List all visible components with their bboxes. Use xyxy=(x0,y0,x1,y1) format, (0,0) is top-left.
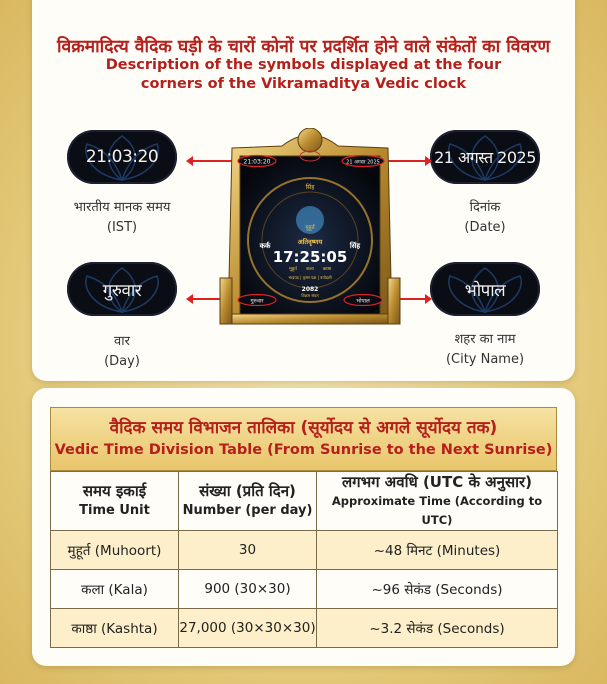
city-pill xyxy=(430,262,540,316)
svg-text:मुहूर्त: मुहूर्त xyxy=(289,267,297,272)
city-pill-text: भोपाल xyxy=(464,280,506,301)
day-caption: वार (Day) xyxy=(104,334,140,369)
svg-text:सिंह: सिंह xyxy=(349,242,361,250)
table-row xyxy=(51,609,558,648)
header-approx-time: लगभग अवधि (UTC के अनुसार) Approximate Time (According to UTC) xyxy=(317,472,558,531)
cell-unit: मुहूर्त (Muhoort) xyxy=(51,531,179,570)
time-caption: भारतीय मानक समय (IST) xyxy=(73,200,171,235)
svg-text:21:03:20: 21:03:20 xyxy=(243,158,271,166)
svg-text:2082: 2082 xyxy=(301,286,319,293)
header-number: संख्या (प्रति दिन) Number (per day) xyxy=(179,472,317,531)
header-time-unit: समय इकाई Time Unit xyxy=(51,472,179,531)
heading-english-line1: Description of the symbols displayed at the four xyxy=(105,57,502,73)
cell-number: 30 xyxy=(179,531,317,570)
svg-text:21 अगस्त 2025: 21 अगस्त 2025 xyxy=(346,159,380,166)
table-title-hindi: वैदिक समय विभाजन तालिका (सूर्योदय से अगले सूर्योदय तक) xyxy=(109,418,498,438)
svg-text:गुरुवार: गुरुवार xyxy=(250,298,264,305)
cell-number: 900 (30×30) xyxy=(179,570,317,609)
svg-text:कला: कला xyxy=(306,267,314,272)
svg-text:काष्ठा: काष्ठा xyxy=(322,267,332,272)
vedic-clock-image xyxy=(212,128,408,328)
cell-number: 27,000 (30×30×30) xyxy=(179,609,317,648)
svg-text:भोपाल: भोपाल xyxy=(356,298,370,305)
cell-duration: ~96 सेकंड (Seconds) xyxy=(317,570,558,609)
table-title xyxy=(50,407,557,471)
table-title-english: Vedic Time Division Table (From Sunrise to the Next Sunrise) xyxy=(54,442,553,458)
city-caption: शहर का नाम (City Name) xyxy=(445,332,525,367)
time-pill xyxy=(67,130,177,184)
svg-text:17:25:05: 17:25:05 xyxy=(272,248,348,266)
svg-text:मुहूर्त: मुहूर्त xyxy=(305,225,315,231)
heading-english-line2: corners of the Vikramaditya Vedic clock xyxy=(140,76,467,92)
table-row xyxy=(51,570,558,609)
svg-text:विक्रम संवत: विक्रम संवत xyxy=(301,293,319,298)
cell-unit: कला (Kala) xyxy=(51,570,179,609)
cell-duration: ~48 मिनट (Minutes) xyxy=(317,531,558,570)
table-header-row xyxy=(51,472,558,531)
date-pill xyxy=(430,130,540,184)
date-caption: दिनांक (Date) xyxy=(464,200,506,235)
time-pill-text: 21:03:20 xyxy=(85,147,159,167)
cell-duration: ~3.2 सेकंड (Seconds) xyxy=(317,609,558,648)
svg-text:सिंह: सिंह xyxy=(305,184,315,191)
day-pill-text: गुरुवार xyxy=(102,280,142,301)
day-pill xyxy=(67,262,177,316)
table-row xyxy=(51,531,558,570)
svg-text:भाद्रपद | कृष्ण पक्ष | त्रयोदश: भाद्रपद | कृष्ण पक्ष | त्रयोदशी xyxy=(288,275,332,280)
svg-text:कर्क: कर्क xyxy=(259,242,271,250)
vedic-time-table xyxy=(50,471,558,648)
date-pill-text: 21 अगस्त 2025 xyxy=(434,148,536,167)
cell-unit: काष्ठा (Kashta) xyxy=(51,609,179,648)
svg-text:अतिवृष्णय: अतिवृष्णय xyxy=(297,238,323,246)
heading-hindi: विक्रमादित्य वैदिक घड़ी के चारों कोनों पर प्रदर्शित होने वाले संकेतों का विवरण xyxy=(56,37,551,57)
